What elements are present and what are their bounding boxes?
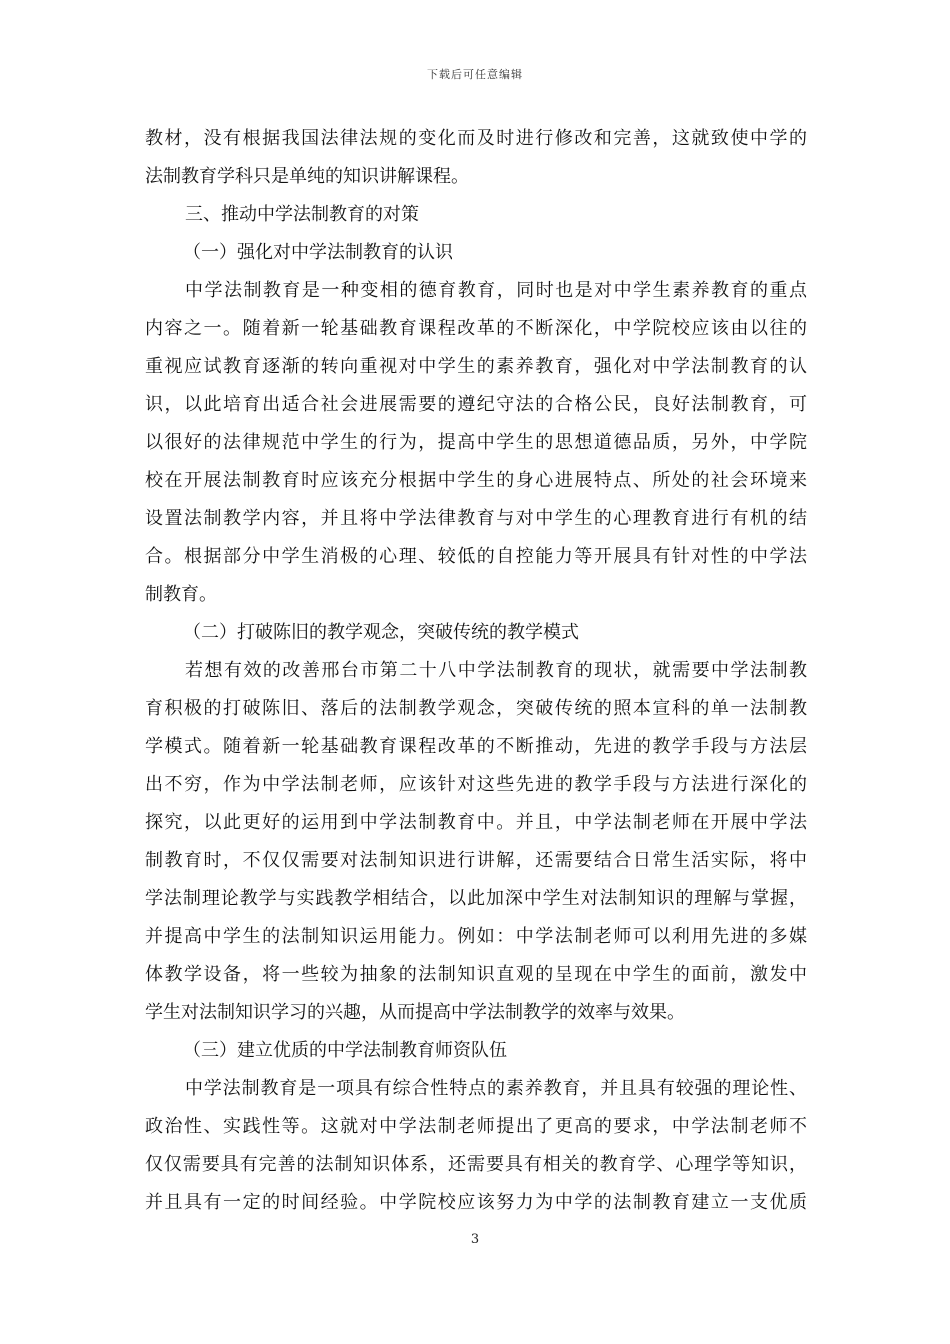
text-line: 制教育时，不仅仅需要对法制知识进行讲解，还需要结合日常生活实际，将中 (145, 850, 807, 871)
text-line: 出不穷，作为中学法制老师，应该针对这些先进的教学手段与方法进行深化的 (145, 774, 807, 795)
page-number: 3 (470, 1232, 480, 1247)
subsection-heading: （三）建立优质的中学法制教育师资队伍 (183, 1040, 507, 1061)
text-line: 中学法制教育是一项具有综合性特点的素养教育，并且具有较强的理论性、 (185, 1078, 807, 1099)
text-line: 并且具有一定的时间经验。中学院校应该努力为中学的法制教育建立一支优质 (145, 1192, 807, 1213)
text-line: 政治性、实践性等。这就对中学法制老师提出了更高的要求，中学法制老师不 (145, 1116, 807, 1137)
document-body (145, 120, 807, 1222)
text-line: 中学法制教育是一种变相的德育教育，同时也是对中学生素养教育的重点 (185, 280, 807, 301)
text-line: 法制教育学科只是单纯的知识讲解课程。 (145, 166, 469, 187)
page-header: 下载后可任意编辑 (427, 68, 523, 81)
subsection-heading: （一）强化对中学法制教育的认识 (183, 242, 453, 263)
text-line: 内容之一。随着新一轮基础教育课程改革的不断深化，中学院校应该由以往的 (145, 318, 807, 339)
text-line: 合。根据部分中学生消极的心理、较低的自控能力等开展具有针对性的中学法 (145, 546, 807, 567)
text-line: 体教学设备，将一些较为抽象的法制知识直观的呈现在中学生的面前，激发中 (145, 964, 807, 985)
text-line: 设置法制教学内容，并且将中学法律教育与对中学生的心理教育进行有机的结 (145, 508, 807, 529)
text-line: 育积极的打破陈旧、落后的法制教学观念，突破传统的照本宣科的单一法制教 (145, 698, 807, 719)
section-heading: 三、推动中学法制教育的对策 (185, 204, 419, 225)
text-line: 学生对法制知识学习的兴趣，从而提高中学法制教学的效率与效果。 (145, 1002, 685, 1023)
text-line: 学模式。随着新一轮基础教育课程改革的不断推动，先进的教学手段与方法层 (145, 736, 807, 757)
text-line: 探究，以此更好的运用到中学法制教育中。并且，中学法制老师在开展中学法 (145, 812, 807, 833)
text-line: 重视应试教育逐渐的转向重视对中学生的素养教育，强化对中学法制教育的认 (145, 356, 807, 377)
subsection-heading: （二）打破陈旧的教学观念，突破传统的教学模式 (183, 622, 579, 643)
text-line: 校在开展法制教育时应该充分根据中学生的身心进展特点、所处的社会环境来 (145, 470, 807, 491)
text-line: 仅仅需要具有完善的法制知识体系，还需要具有相关的教育学、心理学等知识， (145, 1154, 807, 1175)
text-line: 若想有效的改善邢台市第二十八中学法制教育的现状，就需要中学法制教 (185, 660, 807, 681)
text-line: 识，以此培育出适合社会进展需要的遵纪守法的合格公民，良好法制教育，可 (145, 394, 807, 415)
text-line: 并提高中学生的法制知识运用能力。例如：中学法制老师可以利用先进的多媒 (145, 926, 807, 947)
text-line: 学法制理论教学与实践教学相结合，以此加深中学生对法制知识的理解与掌握， (145, 888, 807, 909)
text-line: 教材，没有根据我国法律法规的变化而及时进行修改和完善，这就致使中学的 (145, 128, 807, 149)
text-line: 以很好的法律规范中学生的行为，提高中学生的思想道德品质，另外，中学院 (145, 432, 807, 453)
text-line: 制教育。 (145, 584, 217, 605)
